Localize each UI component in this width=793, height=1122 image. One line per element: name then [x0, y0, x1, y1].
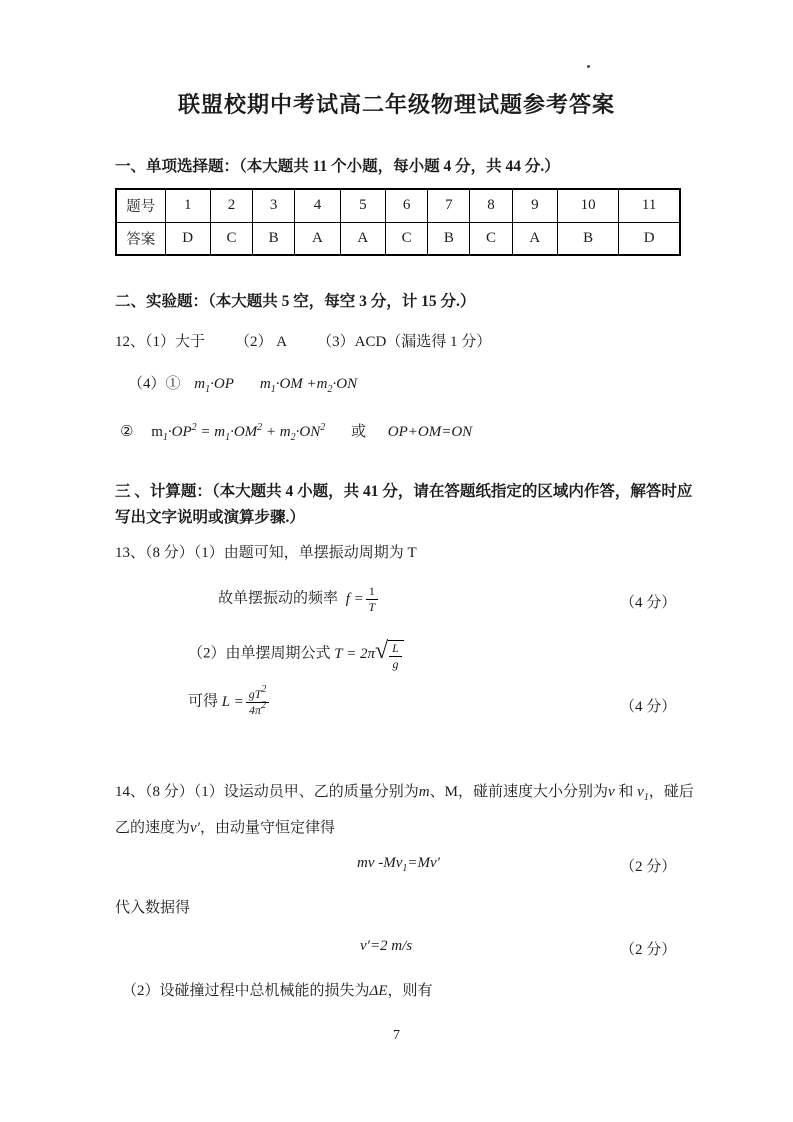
- velocity-v: v: [607, 784, 615, 800]
- velocity-result-formula: v′=2 m/s: [360, 938, 413, 954]
- period-label: （2）由单摆周期公式: [188, 645, 331, 662]
- q14-line1: 14、（8 分）（1）设运动员甲、乙的质量分别为m、M，碰前速度大小分别为v 和 $v_1$，碰后: [115, 784, 694, 803]
- page-title: 联盟校期中考试高二年级物理试题参考答案: [177, 92, 615, 117]
- section2-heading: 二、实验题：（本大题共 5 空，每空 3 分，计 15 分.）: [115, 293, 476, 310]
- answer-cell: D: [619, 222, 680, 255]
- momentum-formula: $m_1\cdot OP$ $m_1\cdot OM +m_2\cdot ON$: [194, 376, 358, 395]
- question-number-cell: 2: [210, 189, 252, 222]
- or-label: 或: [350, 424, 366, 440]
- section3-heading: 三 、计算题：（本大题共 4 小题，共 41 分，请在答题纸指定的区域内作答，解答时应写出文字说明或演算步骤.）: [115, 483, 693, 526]
- answer-cell: B: [428, 222, 470, 255]
- answer-cell: C: [470, 222, 512, 255]
- answer-cell: B: [558, 222, 619, 255]
- page-number: 7: [393, 1028, 400, 1043]
- frequency-formula: f = $\frac{1}{T}$: [346, 591, 380, 607]
- table-row-answers: [116, 222, 680, 255]
- q12-part3: （3）ACD（漏选得 1 分）: [317, 334, 492, 350]
- stray-mark: [587, 65, 590, 68]
- q12-part1: 12、（1）大于: [115, 334, 206, 350]
- score-mark: （2 分）: [620, 942, 677, 958]
- section1-heading: 一、单项选择题：（本大题共 11 个小题，每小题 4 分，共 44 分.）: [115, 158, 560, 175]
- question-number-cell: 11: [619, 189, 680, 222]
- energy-formula: $m_1\cdot OP^2 = m_1\cdot OM^2 + m_2\cdot ON^2$: [151, 422, 326, 443]
- answer-table: [115, 188, 681, 256]
- period-formula: T = 2π √ $\frac{L}{g}$: [334, 646, 404, 662]
- table-header-number: 题号: [116, 189, 165, 222]
- result-label: 可得: [188, 693, 219, 710]
- question-number-cell: 3: [253, 189, 295, 222]
- q12-answer-line: [115, 330, 491, 351]
- answer-cell: D: [165, 222, 210, 255]
- table-header-answer: 答案: [116, 222, 165, 255]
- velocity-v1: $v_1$: [637, 784, 649, 803]
- mass-m: m: [418, 784, 430, 800]
- q13-line1: 13、（8 分）（1）由题可知，单摆振动周期为 T: [115, 545, 417, 561]
- score-mark: （2 分）: [620, 859, 677, 875]
- q12-formula-2: [120, 420, 472, 441]
- q13-frequency-line: [218, 585, 380, 613]
- q14-line3: 代入数据得: [115, 900, 191, 916]
- question-number-cell: 6: [386, 189, 428, 222]
- score-mark: （4 分）: [620, 595, 677, 611]
- question-number-cell: 5: [340, 189, 385, 222]
- answer-cell: A: [340, 222, 385, 255]
- velocity-v-prime: v′: [190, 820, 200, 836]
- momentum-conservation-formula: mv $-Mv_1=Mv'$: [357, 855, 440, 874]
- q14-line4: （2）设碰撞过程中总机械能的损失为ΔE，则有: [122, 983, 433, 999]
- answer-cell: B: [253, 222, 295, 255]
- answer-cell: A: [512, 222, 557, 255]
- question-number-cell: 9: [512, 189, 557, 222]
- question-number-cell: 1: [165, 189, 210, 222]
- q12-formula-1: [128, 372, 357, 393]
- frequency-label: 故单摆振动的频率: [218, 590, 339, 607]
- q13-result-line: [188, 684, 271, 717]
- q12-part2: （2） A: [235, 334, 288, 350]
- q14-line2: 乙的速度为v′，由动量守恒定律得: [115, 820, 335, 836]
- answer-cell: A: [295, 222, 340, 255]
- q12-sub4-label: （4）①: [128, 376, 181, 392]
- question-number-cell: 8: [470, 189, 512, 222]
- table-row-numbers: [116, 189, 680, 222]
- length-formula: L = $\frac{gT^2}{4\pi^2}$: [222, 694, 272, 710]
- question-number-cell: 7: [428, 189, 470, 222]
- alt-formula: OP+OM=ON: [387, 424, 473, 440]
- q13-period-line: [188, 638, 404, 670]
- answer-cell: C: [386, 222, 428, 255]
- delta-e: ΔE: [369, 983, 388, 999]
- q12-sub4b-label: ②: [120, 424, 134, 440]
- answer-cell: C: [210, 222, 252, 255]
- question-number-cell: 4: [295, 189, 340, 222]
- score-mark: （4 分）: [620, 699, 677, 715]
- question-number-cell: 10: [558, 189, 619, 222]
